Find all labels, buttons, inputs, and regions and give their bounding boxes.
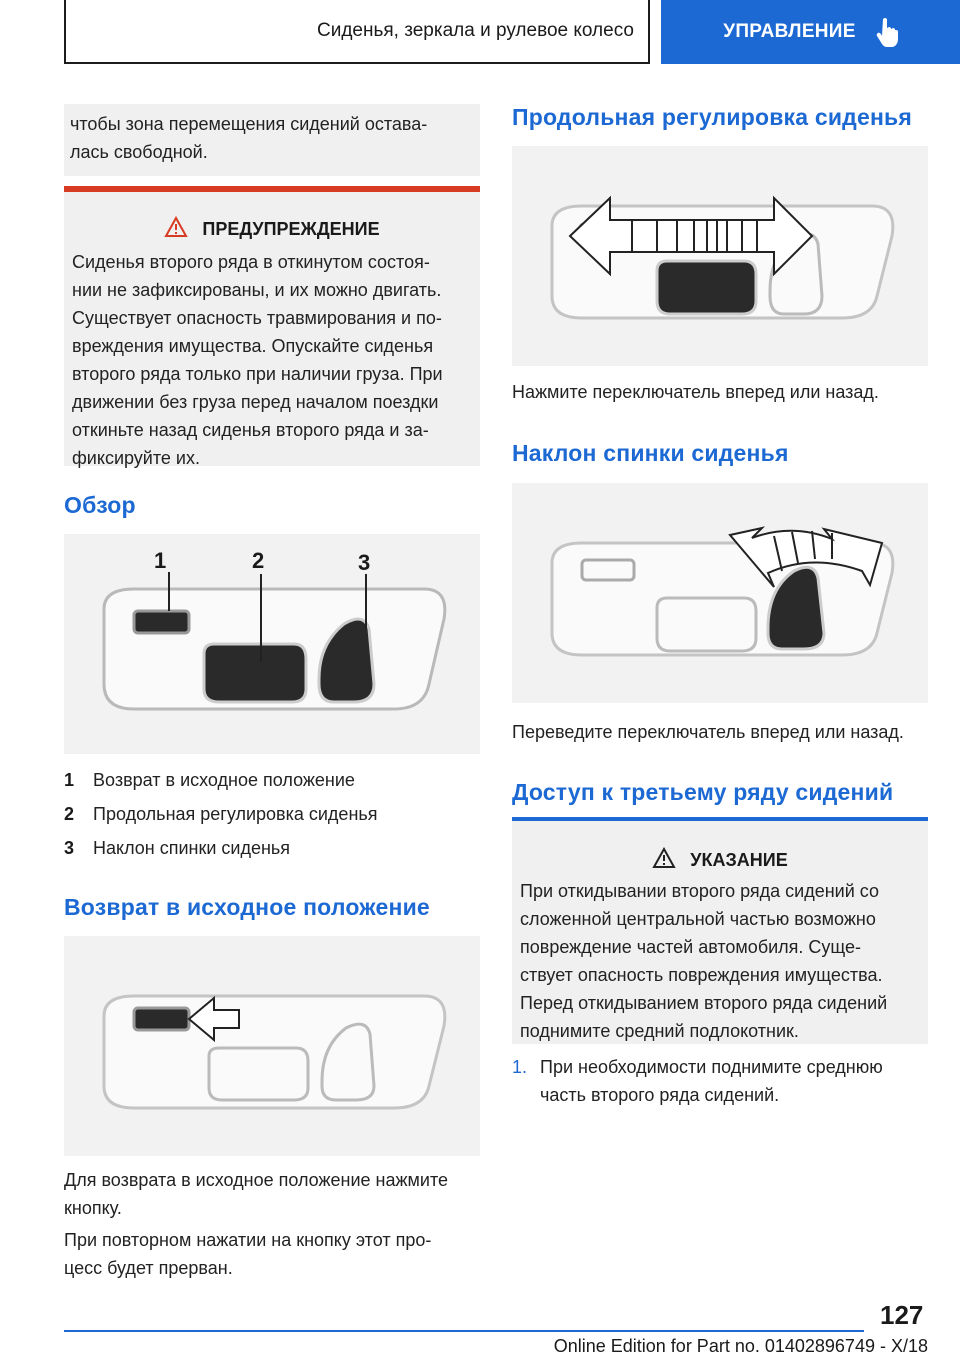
legend-num: 2 xyxy=(64,803,75,824)
reset-paragraph-1 xyxy=(64,1166,480,1222)
note-box xyxy=(512,817,928,1044)
legend-row xyxy=(64,831,480,865)
warning-title: ПРЕДУПРЕЖДЕНИЕ xyxy=(202,218,380,239)
note-line: ствует опасность повреждения имущества. xyxy=(520,965,883,985)
section-title: УПРАВЛЕНИЕ xyxy=(723,21,856,42)
warning-line: нии не зафиксированы, и их можно двигать. xyxy=(72,280,442,300)
longitudinal-heading: Продольная регулировка сиденья xyxy=(512,104,913,130)
warning-line: движении без груза перед началом поездки xyxy=(72,392,439,412)
legend-num: 1 xyxy=(64,769,75,790)
step-line: При необходимости поднимите среднюю xyxy=(540,1057,883,1077)
overview-image xyxy=(64,534,480,754)
step-item xyxy=(512,1053,928,1109)
callout-1: 1 xyxy=(154,548,167,573)
overview-heading: Обзор xyxy=(64,492,136,518)
reset-image xyxy=(64,936,480,1156)
backrest-image xyxy=(512,483,928,703)
callout-3: 3 xyxy=(358,550,371,575)
note-line: поднимите средний подлокотник. xyxy=(520,1021,799,1041)
warning-line: Сиденья второго ряда в откинутом состоя- xyxy=(72,252,430,272)
reset-heading: Возврат в исходное положение xyxy=(64,894,430,920)
note-title: УКАЗАНИЕ xyxy=(690,849,788,870)
footer-edition: Online Edition for Part no. 01402896749 - X/18 xyxy=(553,1336,928,1356)
legend-row xyxy=(64,763,480,797)
legend-row xyxy=(64,797,480,831)
header-section-tab[interactable] xyxy=(661,0,960,64)
reset-p1-line: Для возврата в исходное положение нажмите xyxy=(64,1170,449,1190)
reset-p2-line: цесс будет прерван. xyxy=(64,1258,233,1278)
longitudinal-image xyxy=(512,146,928,366)
note-line: сложенной центральной частью возможно xyxy=(520,909,876,929)
backrest-caption: Переведите переключатель вперед или назад. xyxy=(512,722,904,742)
legend-num: 3 xyxy=(64,837,75,858)
step-line: часть второго ряда сидений. xyxy=(540,1085,780,1105)
note-line: Перед откидыванием второго ряда сидений xyxy=(520,993,888,1013)
header-chapter xyxy=(64,0,650,64)
longitudinal-caption: Нажмите переключатель вперед или назад. xyxy=(512,382,879,402)
chapter-title: Сиденья, зеркала и рулевое колесо xyxy=(317,20,634,41)
legend-text: Наклон спинки сиденья xyxy=(93,837,291,858)
backrest-heading: Наклон спинки сиденья xyxy=(512,440,789,466)
footer-divider xyxy=(64,1330,864,1332)
warning-box xyxy=(64,186,480,466)
reset-p2-line: При повторном нажатии на кнопку этот про- xyxy=(64,1230,432,1250)
intro-line-1: чтобы зона перемещения сидений остава- xyxy=(70,114,428,134)
step-number: 1. xyxy=(512,1057,528,1077)
legend-text: Возврат в исходное положение xyxy=(93,769,355,790)
page-number: 127 xyxy=(880,1300,924,1330)
callout-2: 2 xyxy=(252,548,265,573)
warning-line: второго ряда только при наличии груза. При xyxy=(72,364,443,384)
note-line: повреждение частей автомобиля. Суще- xyxy=(520,937,862,957)
overview-legend xyxy=(64,763,480,865)
note-triangle-icon xyxy=(652,847,676,874)
intro-line-2: лась свободной. xyxy=(70,142,208,162)
warning-line: откиньте назад сиденья второго ряда и за- xyxy=(72,420,429,440)
reset-p1-line: кнопку. xyxy=(64,1198,122,1218)
reset-paragraph-2 xyxy=(64,1226,480,1282)
warning-triangle-icon xyxy=(164,216,188,243)
warning-title-row xyxy=(72,214,472,244)
legend-text: Продольная регулировка сиденья xyxy=(93,803,378,824)
warning-line: фиксируйте их. xyxy=(72,448,200,468)
note-line: При откидывании второго ряда сидений со xyxy=(520,881,879,901)
warning-line: Существует опасность травмирования и по- xyxy=(72,308,442,328)
note-title-row xyxy=(520,845,920,875)
intro-box xyxy=(64,104,480,176)
third-row-heading: Доступ к третьему ряду сидений xyxy=(512,779,894,805)
warning-line: вреждения имущества. Опускайте сиденья xyxy=(72,336,434,356)
hand-pointer-icon xyxy=(876,17,898,47)
